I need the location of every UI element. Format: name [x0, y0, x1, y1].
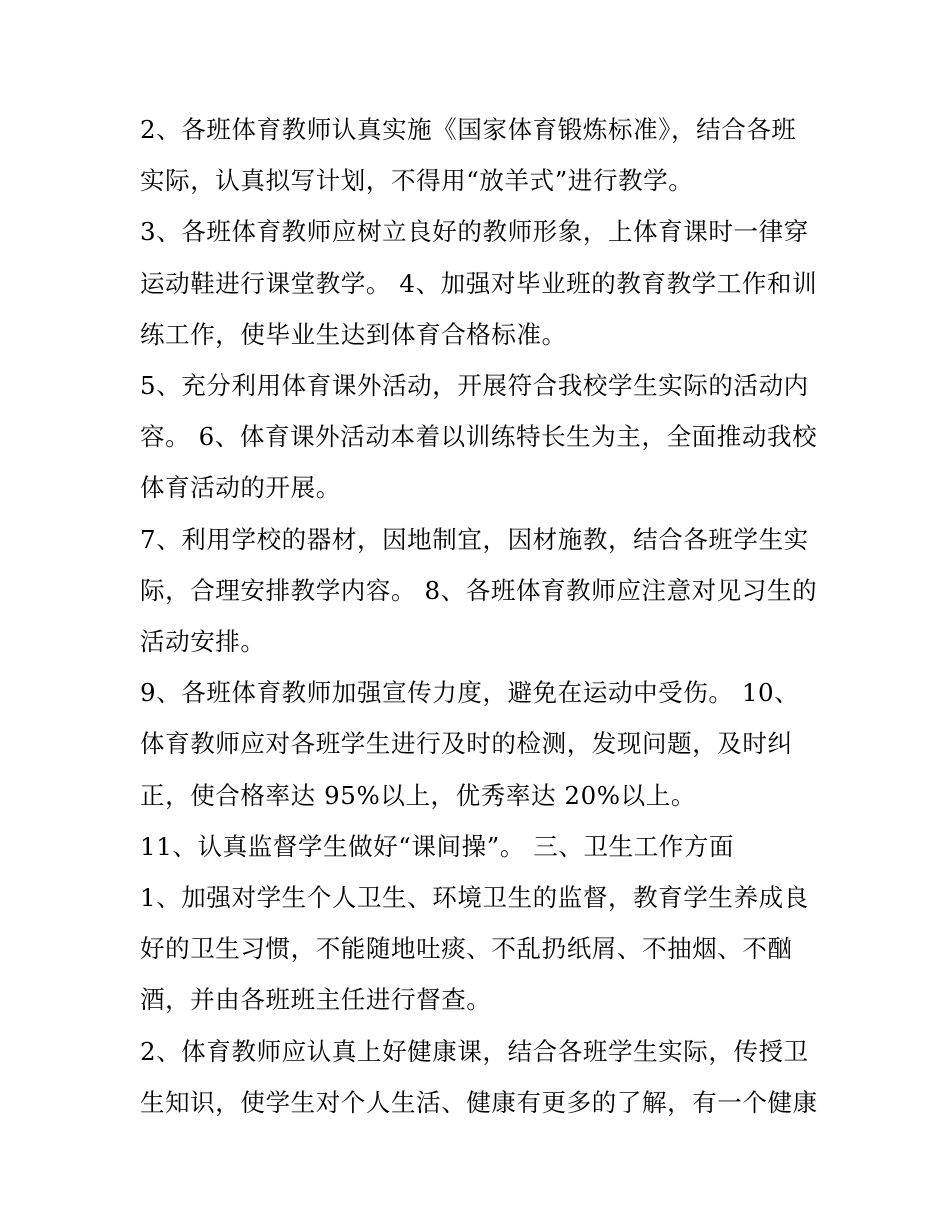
paragraph-2: 3、各班体育教师应树立良好的教师形象，上体育课时一律穿运动鞋进行课堂教学。 4、加强对毕业班的教育教学工作和训练工作，使毕业生达到体育合格标准。	[140, 217, 818, 349]
paragraph-5: 9、各班体育教师加强宣传力度，避免在运动中受伤。 10、体育教师应对各班学生进行及时的检测，发现问题，及时纠正，使合格率达 95%以上，优秀率达 20%以上。	[140, 678, 800, 810]
document-body	[140, 104, 820, 1128]
paragraph-8: 2、体育教师应认真上好健康课，结合各班学生实际，传授卫生知识，使学生对个人生活、健康有更多的了解，有一个健康	[140, 1036, 818, 1117]
paragraph-3: 5、充分利用体育课外活动，开展符合我校学生实际的活动内容。 6、体育课外活动本着以训练特长生为主，全面推动我校体育活动的开展。	[140, 371, 818, 503]
paragraph-7: 1、加强对学生个人卫生、环境卫生的监督，教育学生养成良好的卫生习惯，不能随地吐痰、不乱扔纸屑、不抽烟、不酗酒，并由各班班主任进行督查。	[140, 883, 809, 1015]
paragraph-6: 11、认真监督学生做好“课间操”。 三、卫生工作方面	[140, 831, 735, 861]
paragraph-4: 7、利用学校的器材，因地制宜，因材施教，结合各班学生实际，合理安排教学内容。 8、各班体育教师应注意对见习生的活动安排。	[140, 524, 818, 657]
paragraph-1: 2、各班体育教师认真实施《国家体育锻炼标准》，结合各班实际，认真拟写计划，不得用“放羊式”进行教学。	[140, 115, 797, 196]
